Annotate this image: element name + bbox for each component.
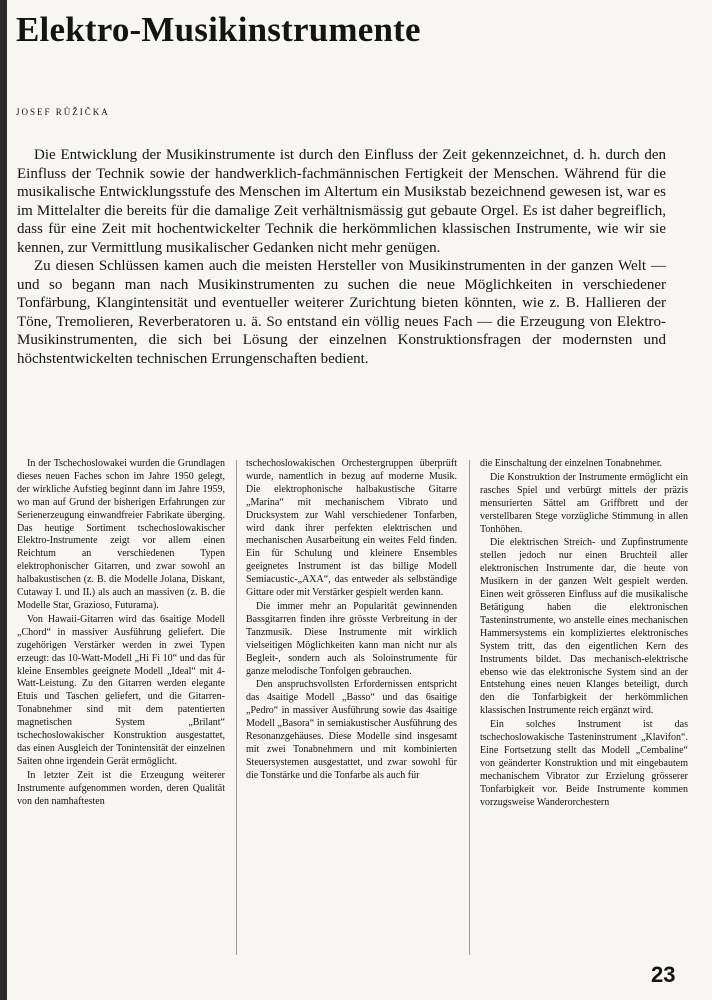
column-divider	[236, 460, 237, 955]
paragraph: Die elektrischen Streich- und Zupfinstrumente stellen jedoch nur einen Bruchteil aller elektronischen Instrumente dar, die heute von Musikern in der ganzen Welt gespielt werden. Einen weit grösseren Einfluss auf die musikalische Betätigung haben die elektronischen Tasteninstrumente, wo anstelle eines mechanischen Hammersystems ein kompliziertes elektronisches System tritt, das den eigentlichen Kern des Instruments bildet. Das mechanisch-elektrische ebenso wie das elektronische System sind an der Entstehung eines neuen Klanges beteiligt, durch den die Tonfarbigkeit der herkömmlichen klassischen Instrumente reich ergänzt wird.	[480, 537, 688, 717]
paragraph: die Einschaltung der einzelnen Tonabnehmer.	[480, 458, 663, 469]
text-column-2	[246, 458, 457, 958]
intro-paragraph: Die Entwicklung der Musikinstrumente ist durch den Einfluss der Zeit gekennzeichnet, d. h. durch den Einfluss der Technik sowie der handwerklich-fachmännischen Fertigkeit der Menschen. Während für die musikalische Entwicklungsstufe des Menschen im Altertum ein Musikstab bezeichnend gewesen ist, war es im Mittelalter die bereits für die damalige Zeit verhältnismässig gut gebaute Orgel. Es ist daher begreiflich, dass für eine Zeit mit hochentwickelter Technik die herkömmlichen klassischen Instrumente, wie wir sie kennen, zur Vermittlung musikalischer Gedanken nicht mehr genügen.	[17, 147, 666, 256]
paragraph: tschechoslowakischen Orchestergruppen überprüft wurde, namentlich in bezug auf moderne Musik. Die elektrophonische halbakustische Gitarre „Marina“ mit mechanischem Vibrato und Drucksystem zur Wahl verschiedener Tonfarben, wird dank ihrer perfekten elektrischen und mechanischen Ausarbeitung ein weites Feld finden. Ein für Schulung und kleinere Ensembles geeignetes Instrument ist das billige Modell Semiacustic-„AXA“, das entweder als selbständige Gittare oder mit Verstärker gespielt werden kann.	[246, 458, 457, 599]
paragraph: In letzter Zeit ist die Erzeugung weiterer Instrumente aufgenommen worden, deren Qualität von den namhaftesten	[17, 769, 225, 807]
paragraph: Von Hawaii-Gitarren wird das 6saitige Modell „Chord“ in massiver Ausführung geliefert. Die zugehörigen Verstärker werden in zwei Typen erzeugt: das 10-Watt-Modell „Hi Fi 10“ und das für kleine Ensembles geeignete Modell „Ideal“ mit 4-Watt-Leistung. Zu den Gitarren werden elegante Etuis und Taschen geliefert, und die Gitarren-Tonabnehmer sind mit dem patentierten magnetischen System „Brilant“ tschechoslowakischer Konstruktion ausgestattet, das einen Ausgleich der Tonintensität der einzelnen Saiten ohne irgendein Gerät ermöglicht.	[17, 613, 225, 767]
article-title: Elektro-Musikinstrumente	[16, 10, 421, 49]
paragraph: Die immer mehr an Popularität gewinnenden Bassgitarren finden ihre grösste Verbreitung in der Tanzmusik. Diese Instrumente mit wirklich vielseitigen Möglichkeiten kann man nicht nur als Begleit-, sondern auch als Soloinstrumente für ganze melodische Tonfolgen gebrauchen.	[246, 600, 457, 677]
column-divider	[469, 460, 470, 955]
paragraph: In der Tschechoslowakei wurden die Grundlagen dieses neuen Faches schon im Jahre 1950 gelegt, der wirkliche Aufstieg beginnt dann im Jahre 1959, wo man auf Grund der bisherigen Erfahrungen zur Serienerzeugung einwandfreier Fabrikate überging. Das heutige Sortiment tschechoslowakischer Elektro-Instrumente zeigt vor allem einen Reichtum an verschiedenen Typen elektrophonischer Gitarren, und zwar sowohl an halbakustischen (z. B. die Modelle Jolana, Diskant, Cutaway I. und II.) als auch an massiven (z. B. die Modelle Star, Grazioso, Futurama).	[17, 458, 225, 611]
page-number: 23	[651, 962, 676, 987]
intro-text	[17, 146, 666, 368]
paragraph: Die Konstruktion der Instrumente ermöglicht ein rasches Spiel und verbürgt mittels der präzis mensurierten Sättel am Griffbrett und der verstellbaren Stege vorzügliche Stimmung in allen Tonhöhen.	[480, 471, 688, 535]
text-column-1	[17, 458, 225, 958]
paragraph: Ein solches Instrument ist das tschechoslowakische Tasteninstrument „Klavifon“. Eine Fortsetzung stellt das Modell „Cembaline“ von geänderter Konstruktion und mit eingebautem mechanischem Vibrator zur Erzielung grösserer Tonfarbigkeit vor. Beide Instrumente kommen vorzugsweise Wanderorchestern	[480, 719, 688, 808]
intro-paragraph: Zu diesen Schlüssen kamen auch die meisten Hersteller von Musikinstrumenten in der ganzen Welt — und so begann man nach Musikinstrumenten zu suchen die neue Möglichkeiten in verschiedener Tonfärbung, Klangintensität und eventueller weiterer Zurichtung bieten könnten, wie z. B. Hallieren der Töne, Tremolieren, Reverberatoren u. ä. So entstand ein völlig neues Fach — die Erzeugung von Elektro-Musikinstrumenten, die sich bei Lösung der einzelnen Konstruktionsfragen der modernsten und höchstentwickelten technischen Errungenschaften bedient.	[17, 258, 666, 367]
text-column-3	[480, 458, 688, 958]
paragraph: Den anspruchsvollsten Erfordernissen entspricht das 4saitige Modell „Basso“ und das 6saitige „Pedro“ in massiver Ausführung sowie das 4saitige Modell „Basora“ in semiakustischer Ausführung des Resonanzgehäuses. Diese Modelle sind insgesamt mit zwei Tonabnehmern und mit kombinierten Steuersystemen ausgestattet, und zwar sowohl für die Tonstärke und die Tonfarbe als auch für	[246, 679, 457, 781]
left-edge-shadow	[0, 0, 7, 1000]
author-byline: JOSEF RŮŽIČKA	[16, 107, 110, 117]
